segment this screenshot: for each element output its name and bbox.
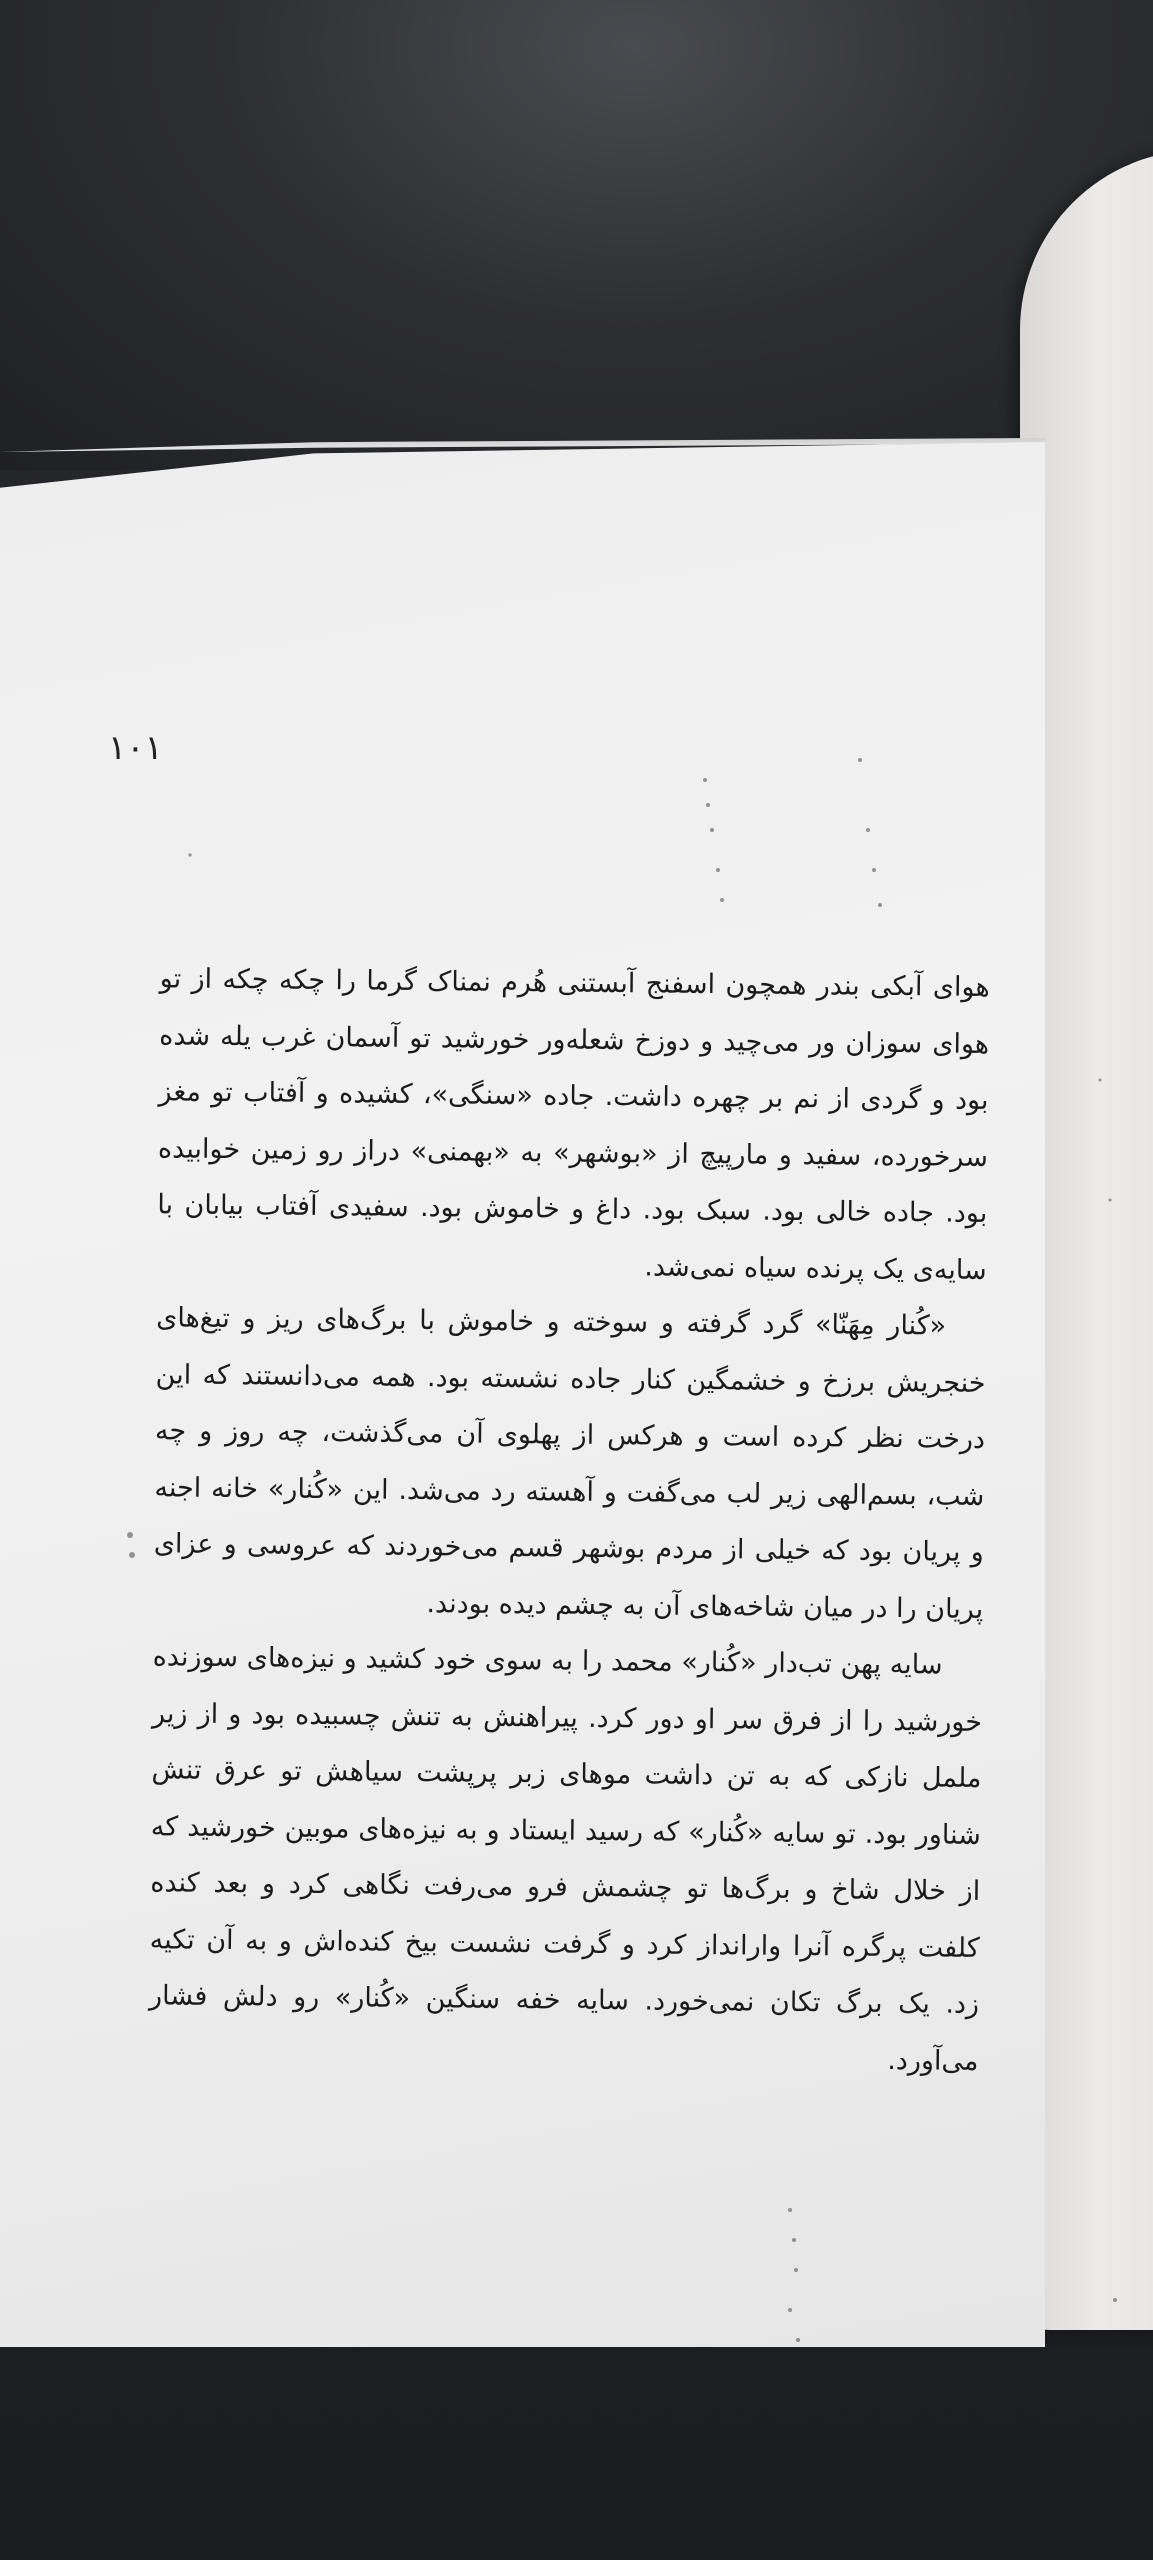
page-body-text — [148, 951, 990, 2090]
paragraph-1: هوای آبکی بندر همچون اسفنج آبستنی هُرم نمناک گرما را چکه چکه از تو هوای سوزان ور می‌چید و دوزخ شعله‌ور خورشید تو آسمان غرب یله شده بود و گردی از نم بر چهره داشت. جاده «سنگی»، کشیده و آفتاب تو مغز سرخورده، سفید و مارپیچ از «بوشهر» به «بهمنی» دراز رو زمین خوابیده بود. جاده خالی بود. سبک بود. داغ و خاموش بود. سفیدی آفتاب بیابان با سایه‌ی یک پرنده سیاه نمی‌شد. — [157, 963, 990, 1286]
background-dark-surface — [0, 0, 1153, 470]
paragraph-2: «کُنار مِهَنّا» گرد گرفته و سوخته و خاموش با برگ‌های ریز و تیغ‌های خنجریش برزخ و خشمگین کنار جاده نشسته بود. همه می‌دانستند که این درخت نظر کرده است و هرکس از پهلوی آن می‌گذشت، چه روز و چه شب، بسم‌الهی زیر لب می‌گفت و آهسته رد می‌شد. این «کُنار» خانه اجنه و پریان بود که خیلی از مردم بوشهر قسم می‌خوردند که عروسی و عزای پریان را در میان شاخه‌های آن به چشم دیده بودند. — [153, 1302, 986, 1625]
paragraph-3: سایه پهن تب‌دار «کُنار» محمد را به سوی خود کشید و نیزه‌های سوزنده خورشید را از فرق سر او دور کرد. پیراهنش به تنش چسبیده بود و از زیر ململ نازکی که به تن داشت موهای زبر پرپشت سیاهش تو عرق تنش شناور بود. تو سایه «کُنار» که رسید ایستاد و به نیزه‌های موبین خورشید که از خلال شاخ و برگ‌ها تو چشمش فرو می‌رفت نگاهی کرد و بعد کنده کلفت پرگره آنرا وارانداز کرد و گرفت نشست بیخ کنده‌اش و به آن تکیه زد. یک برگ تکان نمی‌خورد. سایه خفه سنگین «کُنار» رو دلش فشار می‌آورد. — [148, 1641, 983, 2077]
page-number: ۱۰۱ — [108, 728, 163, 768]
